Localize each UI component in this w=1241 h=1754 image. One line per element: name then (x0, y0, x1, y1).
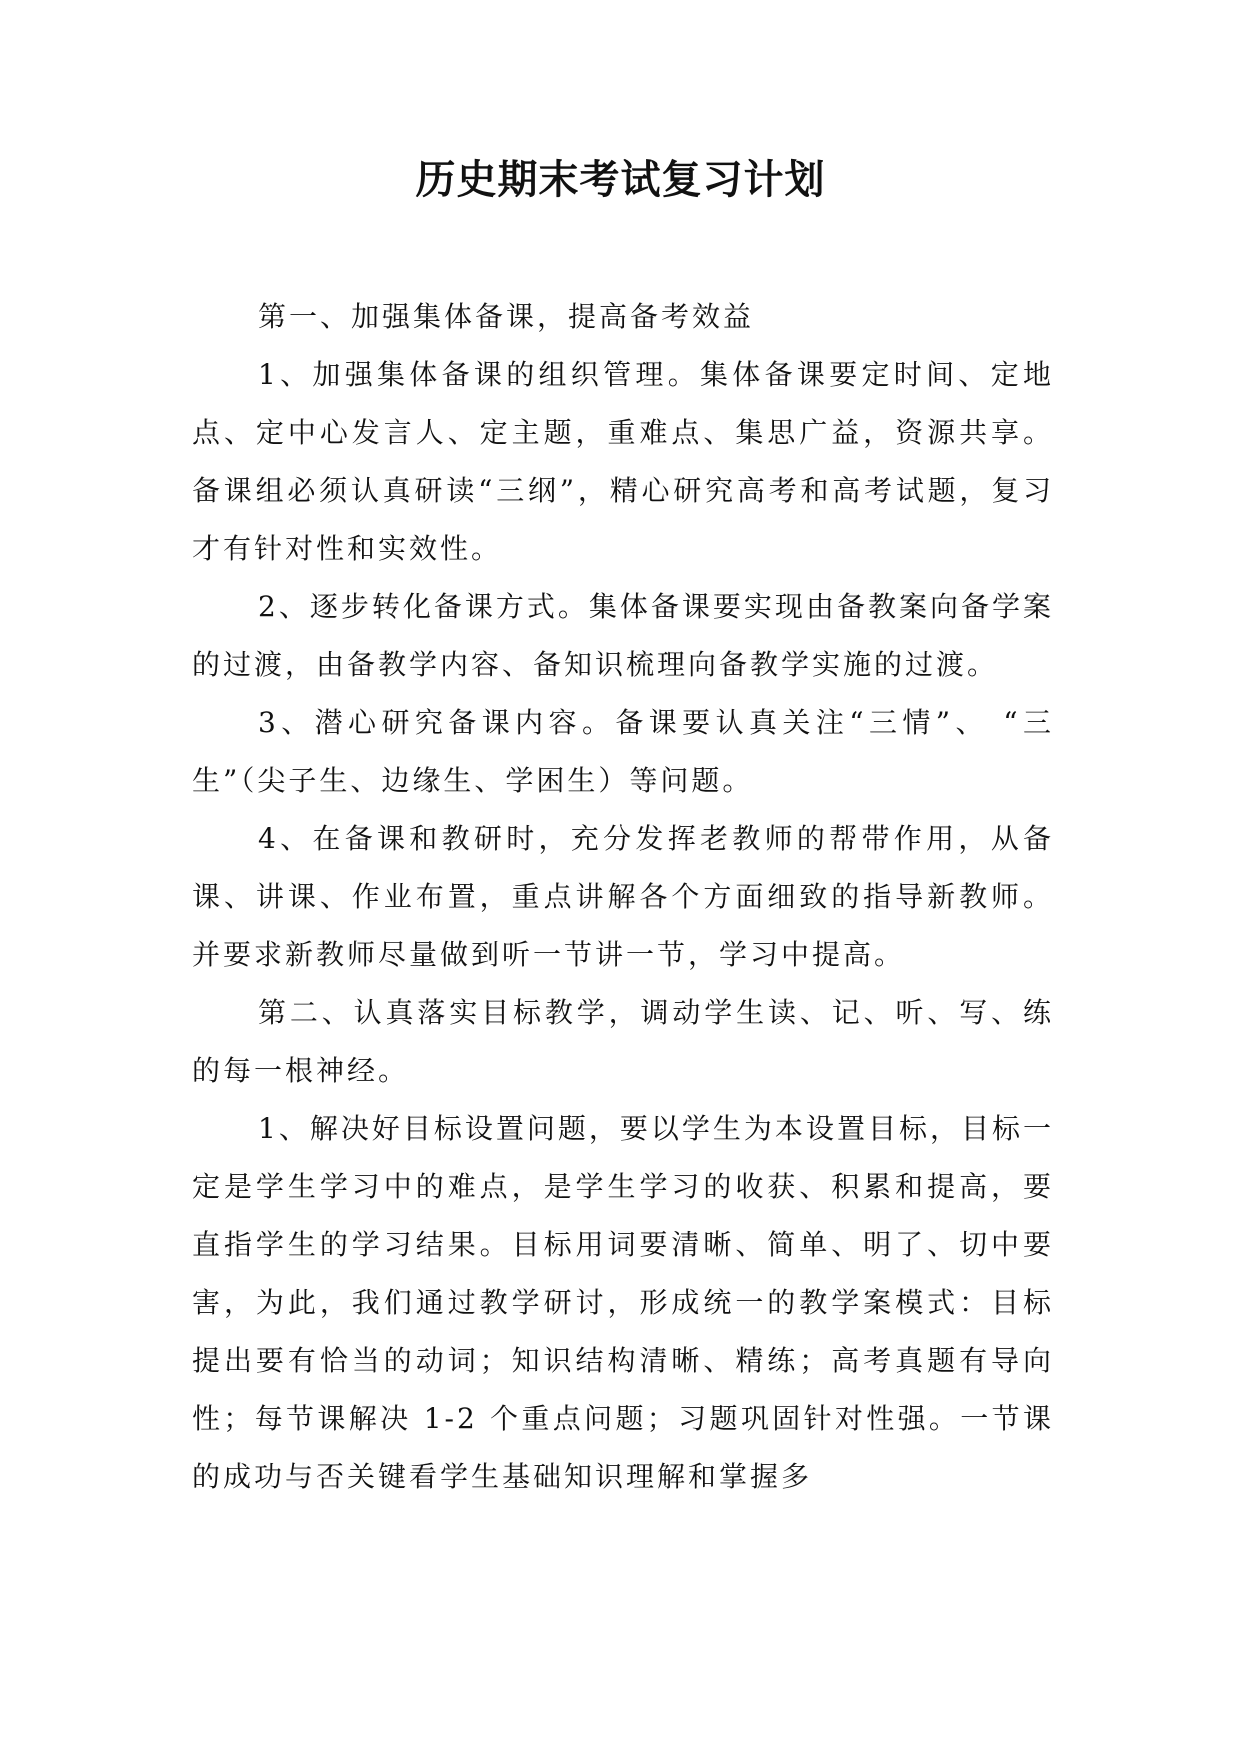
section-heading-1: 第一、加强集体备课，提高备考效益 (258, 300, 755, 333)
paragraph-1-3: 3、潜心研究备课内容。备课要认真关注“三情”、 “三生”（尖子生、边缘生、学困生）等问题。 (192, 706, 1054, 797)
document-body (192, 288, 1054, 1506)
paragraph-1-1: 1、加强集体备课的组织管理。集体备课要定时间、定地点、定中心发言人、定主题，重难点、集思广益，资源共享。备课组必须认真研读“三纲”，精心研究高考和高考试题，复习才有针对性和实效性。 (192, 358, 1054, 565)
section-heading-2: 第二、认真落实目标教学，调动学生读、记、听、写、练的每一根神经。 (192, 996, 1054, 1087)
paragraph-1-2: 2、逐步转化备课方式。集体备课要实现由备教案向备学案的过渡，由备教学内容、备知识梳理向备教学实施的过渡。 (192, 590, 1054, 681)
document-title: 历史期末考试复习计划 (415, 157, 826, 203)
paragraph-1-4: 4、在备课和教研时，充分发挥老教师的帮带作用，从备课、讲课、作业布置，重点讲解各个方面细致的指导新教师。并要求新教师尽量做到听一节讲一节，学习中提高。 (192, 822, 1054, 971)
paragraph-2-1: 1、解决好目标设置问题，要以学生为本设置目标，目标一定是学生学习中的难点，是学生学习的收获、积累和提高，要直指学生的学习结果。目标用词要清晰、简单、明了、切中要害，为此，我们通过教学研讨，形成统一的教学案模式：目标提出要有恰当的动词；知识结构清晰、精练；高考真题有导向性；每节课解决 1-2 个重点问题；习题巩固针对性强。一节课的成功与否关键看学生基础知识理解和掌握多 (192, 1112, 1054, 1493)
